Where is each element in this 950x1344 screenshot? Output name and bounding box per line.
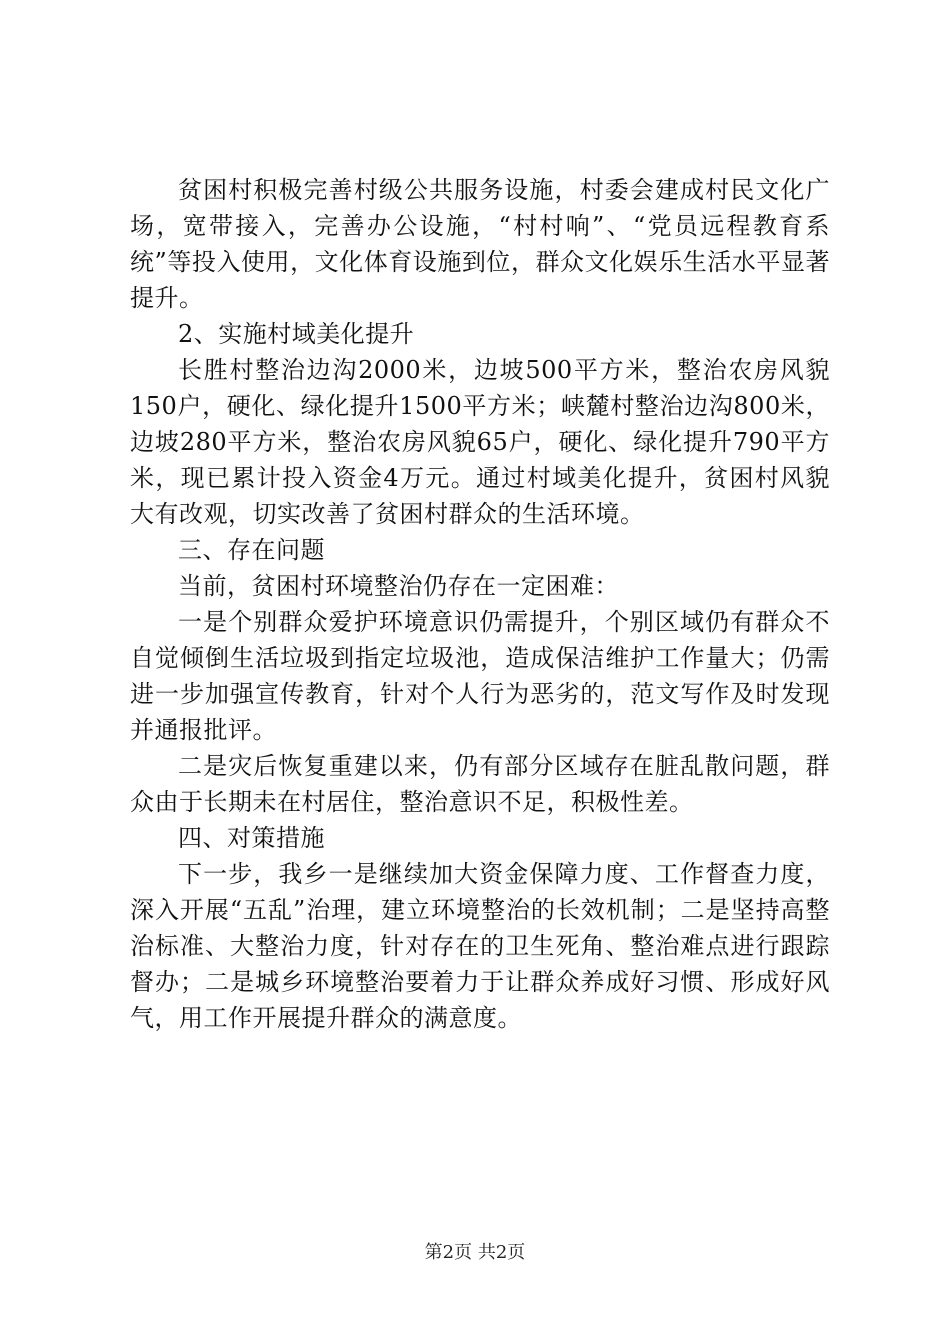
heading-countermeasures: 四、对策措施 bbox=[178, 824, 325, 852]
paragraph-beautification-details: 长胜村整治边沟2000米，边坡500平方米，整治农房风貌150户，硬化、绿化提升1500平方米；峡麓村整治边沟800米，边坡280平方米，整治农房风貌65户，硬化、绿化提升790平方米，现已累计投入资金4万元。通过村域美化提升，贫困村风貌大有改观，切实改善了贫困村群众的生活环境。 bbox=[130, 356, 830, 528]
paragraph-problems-intro: 当前，贫困村环境整治仍存在一定困难： bbox=[178, 572, 619, 600]
document-body bbox=[130, 172, 830, 1036]
paragraph-public-services: 贫困村积极完善村级公共服务设施，村委会建成村民文化广场，宽带接入，完善办公设施，“村村响”、“党员远程教育系统”等投入使用，文化体育设施到位，群众文化娱乐生活水平显著提升。 bbox=[130, 176, 830, 312]
paragraph-problem-two: 二是灾后恢复重建以来，仍有部分区域存在脏乱散问题，群众由于长期未在村居住，整治意识不足，积极性差。 bbox=[130, 752, 830, 816]
heading-existing-problems: 三、存在问题 bbox=[178, 536, 325, 564]
paragraph-countermeasures: 下一步，我乡一是继续加大资金保障力度、工作督查力度，深入开展“五乱”治理，建立环境整治的长效机制；二是坚持高整治标准、大整治力度，针对存在的卫生死角、整治难点进行跟踪督办；二是城乡环境整治要着力于让群众养成好习惯、形成好风气，用工作开展提升群众的满意度。 bbox=[130, 860, 830, 1032]
page-number-footer: 第2页 共2页 bbox=[424, 1242, 526, 1263]
paragraph-problem-one: 一是个别群众爱护环境意识仍需提升，个别区域仍有群众不自觉倾倒生活垃圾到指定垃圾池，造成保洁维护工作量大；仍需进一步加强宣传教育，针对个人行为恶劣的，范文写作及时发现并通报批评。 bbox=[130, 608, 830, 744]
heading-village-beautification: 2、实施村域美化提升 bbox=[178, 320, 415, 348]
